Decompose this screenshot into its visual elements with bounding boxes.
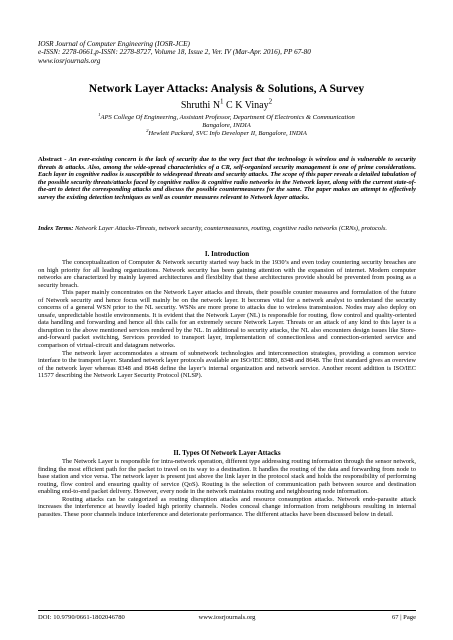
author-2-sup: 2 xyxy=(268,97,273,106)
paper-title: Network Layer Attacks: Analysis & Solutions, A Survey xyxy=(88,82,365,95)
affiliation-2 xyxy=(60,127,393,138)
abstract-label: Abstract - xyxy=(38,156,69,163)
section-1-paragraph: The network layer accommodates a stream of subnetwork technologies and interconnection strategies, providing a common service interface to the transport layer. Standard network layer protocols available are ISO/IEC 8880, 8348 and 8648. The first standard gives an overview of the network layer whereas 8348 and 8648 define the layer’s internal organization and network service. Another recent addition is ISO/IEC 11577 describing the Network Layer Security Protocol (NLSP). xyxy=(38,349,416,380)
affiliation-1-text: APS College Of Engineering, Assistant Professor, Department Of Electronics & Communication xyxy=(100,114,355,121)
affiliations xyxy=(60,111,393,137)
author-1: Shruthi N xyxy=(180,100,221,111)
journal-header xyxy=(38,40,418,65)
affiliation-1-sup: 1 xyxy=(98,111,101,117)
section-1-paragraph: The conceptualization of Computer & Network security started way back in the 1930’s and even today countering security breaches are on high priority for all leading organizations. Network security has been gaining attention with the expansion of internet. Modern computer networks are characterized by mainly layered architectures and flexibility that these architectures provide should be prevented from posing as a security breach. xyxy=(38,259,416,289)
footer-rule xyxy=(38,610,416,611)
authors xyxy=(30,97,423,111)
section-2-paragraph: Routing attacks can be categorized as routing disruption attacks and resource consumption attacks. Network endo-parasite attack increases the interference at heavily loaded high priority channels. Nodes conceal change information from neighbours resulting in internal parasites. These poor channels induce interference and deteriorate performance. The different attacks have been discussed below in detail. xyxy=(38,495,416,518)
author-2: C K Vinay xyxy=(223,100,269,111)
section-2-heading: II. Types Of Network Layer Attacks xyxy=(173,449,281,457)
section-1-paragraph: This paper mainly concentrates on the Network Layer attacks and threats, their possible counter measures and formulation of the future of Network security and hence focus will mainly be on the network layer. It becomes vital for a network analyst to understand the security concerns of a general WSN prior to the NL security. WSNs are more prone to attacks due to wireless transmission. Nodes may also deploy on unsafe, unpredictable hostile environments. It is evident that the Network Layer (NL) is responsible for routing, flow control and quality-oriented data handling and forwarding and hence all this calls for an extremely secure Network Layer. Threats or an attack of any kind to this layer is a disruption to the above mentioned services rendered by the NL. In additional to security attacks, the NL also encounters design issues like Store-and-forward packet switching, Services provided to transport layer, implementation of connectionless and connection-oriented service and comparison of virtual-circuit and datagram networks. xyxy=(38,289,416,350)
affiliation-1-location: Bangalore, INDIA xyxy=(202,121,251,129)
author-1-sup: 1 xyxy=(220,97,224,106)
footer-doi: DOI: 10.9790/0661-1802046780 xyxy=(38,614,125,621)
abstract xyxy=(38,156,416,201)
index-terms xyxy=(38,225,416,233)
journal-name: IOSR Journal of Computer Engineering (IOSR-JCE) xyxy=(38,40,190,48)
journal-url[interactable]: www.iosrjournals.org xyxy=(38,56,101,65)
index-terms-label: Index Terms: xyxy=(38,225,74,232)
footer-url[interactable]: www.iosrjournals.org xyxy=(198,614,256,621)
section-2-body xyxy=(38,458,416,518)
affiliation-2-text: Hewlett Packard, SVC Info Developer II, Bangalore, INDIA xyxy=(148,129,307,137)
section-2-paragraph: The Network Layer is responsible for intra-network operation, different type addressing routing information through the sensor network, finding the most efficient path for the packet to travel on its way to a destination. It handles the routing of the data and forwarding from node to base station and vice versa. The network layer is present just above the link layer in the protocol stack and holds the responsibility of performing routing, flow control and ensuring quality of service (QoS). Routing is the selection of communication path between source and destination enabling end-to-end packet delivery. However, every node in the network maintains routing and neighbouring node information. xyxy=(38,458,416,496)
index-terms-text: Network Layer Attacks-Threats, network security, countermeasures, routing, cognitive radio networks (CRNs), protocols. xyxy=(74,225,387,232)
journal-issn: e-ISSN: 2278-0661,p-ISSN: 2278-8727, Volume 18, Issue 2, Ver. IV (Mar-Apr. 2016), PP 67-80 xyxy=(38,48,311,57)
affiliation-2-sup: 2 xyxy=(146,127,149,133)
abstract-text: An ever-existing concern is the lack of security due to the very fact that the technology is wireless and is vulnerable to security threats & attacks. Also, among the wide-spread characteristics of a CR, self-organized security management is one of prime considerations. Each layer in cognitive radios is susceptible to widespread threats and security attacks. The scope of this paper reveals a detailed tabulation of the possible security threats/attacks faced by cognitive radios & cognitive radio networks in the Network layer, along with the current state-of-the-art to detect the corresponding attacks and discuss the possible countermeasures for the same. The paper makes an attempt to effectively survey the existing detection techniques as well as counter measures relevant to Network layer attacks. xyxy=(38,156,416,201)
section-1-heading: I. Introduction xyxy=(204,250,250,258)
section-1-body xyxy=(38,259,416,380)
footer-page-number: 67 | Page xyxy=(391,614,416,621)
affiliation-1 xyxy=(60,111,393,122)
